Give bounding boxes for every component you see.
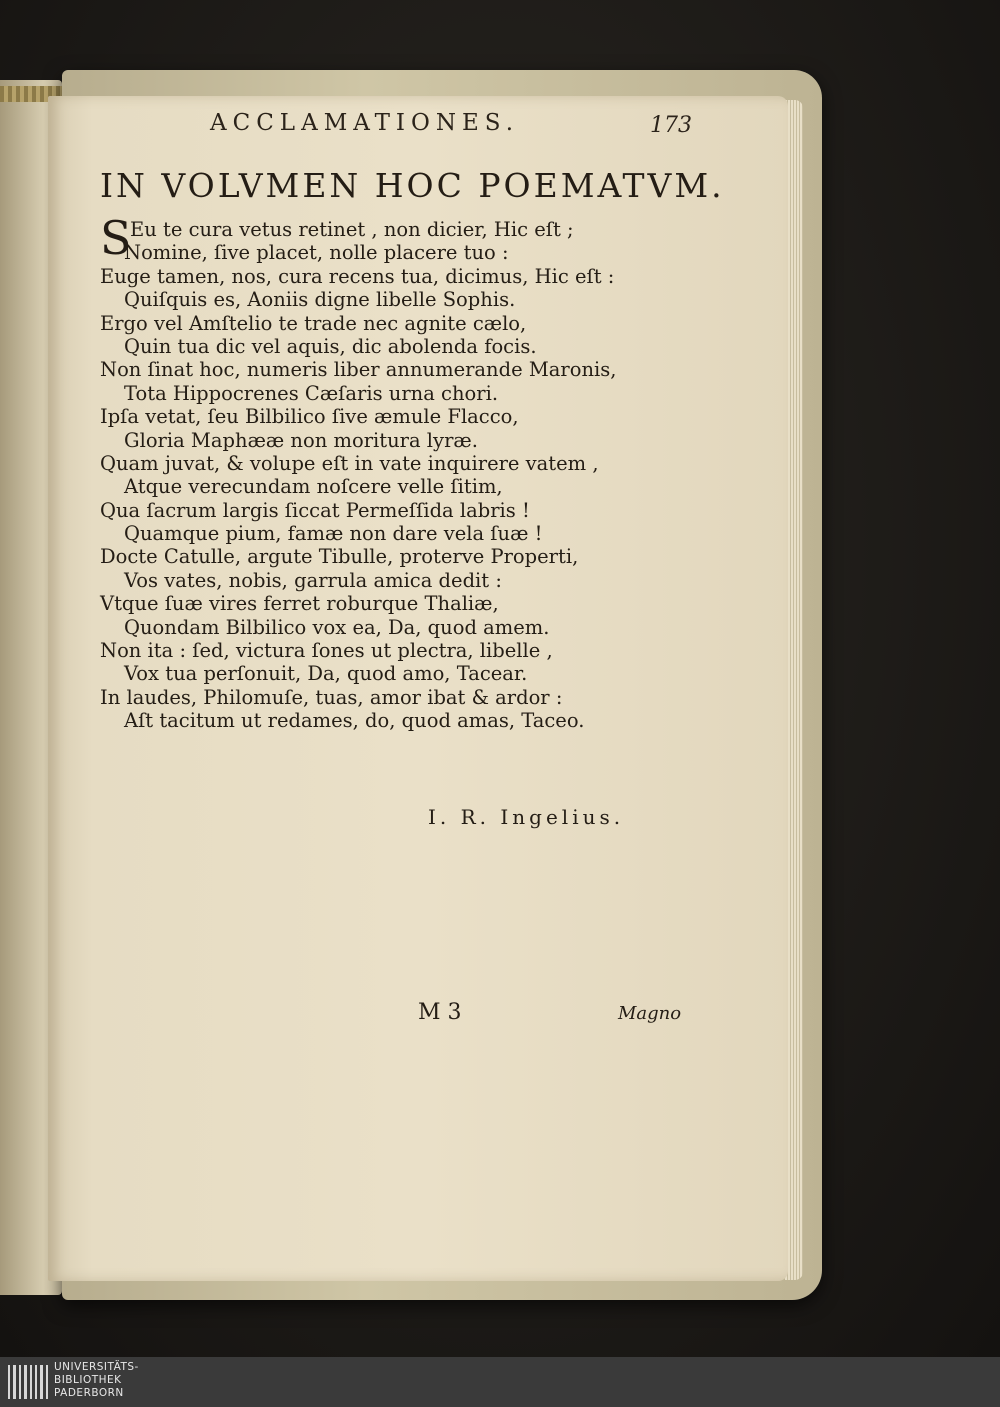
poem-line: Tota Hippocrenes Cæſaris urna chori. (124, 381, 499, 405)
poem-line: Quin tua dic vel aquis, dic abolenda focis. (124, 334, 537, 358)
poem-line: Gloria Maphææ non moritura lyræ. (124, 428, 478, 452)
running-head: ACCLAMATIONES. (210, 110, 520, 136)
poem-line-text: Eu te cura vetus retinet , non dicier, Hic eſt ; (130, 218, 574, 241)
poem-line: Nomine, ſive pl͏acet, nolle placere tuo : (124, 241, 509, 265)
library-name-line: PADERBORN (54, 1387, 124, 1399)
library-logo-icon (8, 1365, 48, 1399)
page-number: 173 (650, 113, 692, 138)
library-name-line: UNIVERSITÄTS- (54, 1361, 139, 1373)
poem-line: Quamque pium, famæ non dare vela ſuæ ! (124, 522, 543, 546)
poem-line: Vtque ſuæ vires ferret roburque Thaliæ, (100, 592, 499, 616)
poem-line: Euge tamen, nos, cura recens tua, dicimus, Hic eſt : (100, 264, 615, 288)
poem-line: Ipſa vetat, ſeu Bilbilico ſive æmule Flacco, (100, 405, 519, 429)
drop-cap: S (100, 211, 132, 265)
poem-line: Atque verecundam noſcere velle ſitim, (124, 475, 503, 499)
poem-line: Quondam Bilbilico vox ea, Da, quod amem. (124, 615, 550, 639)
catchword: Magno (618, 1003, 682, 1024)
poem-line: Docte Catulle, argute Tibulle, proterve Properti, (100, 545, 579, 569)
poem-line: Non ſinat hoc, numeris liber annumerande Maronis, (100, 358, 617, 382)
poem-line: Quam juvat, & volupe eſt in vate inquirere vatem , (100, 451, 599, 475)
author-signature: I. R. Ingelius. (428, 805, 625, 829)
library-name-line: BIBLIOTHEK (54, 1374, 122, 1386)
signature-mark: M 3 (418, 1000, 462, 1025)
poem-line: Quiſquis es, Aoniis digne libelle Sophis. (124, 288, 516, 312)
poem-line: Non ita : ſed, victura ſones ut plectra, libelle , (100, 639, 553, 663)
poem-title: IN VOLVMEN HOC POEMATVM. (100, 166, 725, 205)
poem-line: In laudes, Philomuſe, tuas, amor ibat & ardor : (100, 685, 563, 709)
poem-line: Vos vates, nobis, garrula amica dedit : (124, 568, 502, 592)
poem-line: Ergo vel Amſtelio te trade nec agnite cælo, (100, 311, 527, 335)
poem-line: Vox tua perſonuit, Da, quod amo, Tacear. (124, 662, 528, 686)
poem-line: Qua ſacrum largis ſiccat Permeſſida labris ! (100, 498, 530, 522)
poem-body (100, 211, 620, 733)
library-footer (0, 1357, 1000, 1407)
poem-line: Aſt tacitum ut redames, do, quod amas, Taceo. (124, 709, 585, 733)
library-name (54, 1361, 139, 1400)
